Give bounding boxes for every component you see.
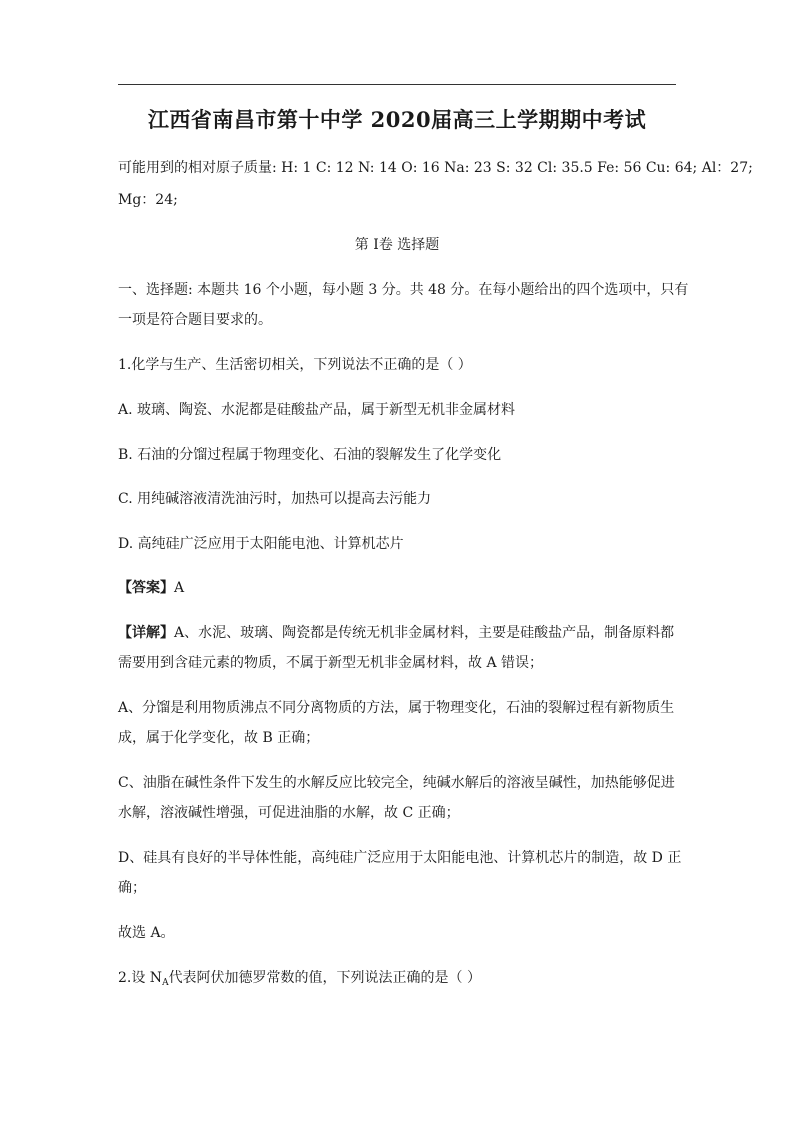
- answer-value: A: [174, 580, 185, 596]
- question-1-option-d: D. 高纯硅广泛应用于太阳能电池、计算机芯片: [118, 536, 404, 552]
- analysis-line-1: [118, 623, 678, 643]
- analysis-line-4: 成，属于化学变化，故 B 正确；: [118, 730, 320, 746]
- exam-title: 江西省南昌市第十中学 2020届高三上学期期中考试: [147, 107, 647, 132]
- atomic-mass-line-2: Mg：24;: [118, 192, 178, 208]
- analysis-line-2: 需要用到含硅元素的物质，不属于新型无机非金属材料，故 A 错误；: [118, 655, 544, 671]
- analysis-conclusion: 故选 A。: [118, 925, 175, 941]
- analysis-line-5: C、油脂在碱性条件下发生的水解反应比较完全，纯碱水解后的溶液呈碱性，加热能够促进: [118, 775, 675, 791]
- section-heading: 第 I卷 选择题: [354, 237, 440, 253]
- question-2-subscript: A: [162, 978, 169, 988]
- question-1-stem: 1.化学与生产、生活密切相关，下列说法不正确的是（ ）: [118, 357, 472, 373]
- question-1-answer: [118, 578, 678, 598]
- question-1-option-b: B. 石油的分馏过程属于物理变化、石油的裂解发生了化学变化: [118, 447, 502, 463]
- instructions-line-2: 一项是符合题目要求的。: [118, 312, 272, 328]
- analysis-text-1: A、水泥、玻璃、陶瓷都是传统无机非金属材料，主要是硅酸盐产品，制备原料都: [174, 625, 675, 641]
- question-2-prefix: 2.设 N: [118, 970, 163, 986]
- analysis-line-7: D、硅具有良好的半导体性能，高纯硅广泛应用于太阳能电池、计算机芯片的制造，故 D 正: [118, 850, 682, 866]
- analysis-line-3: A、分馏是利用物质沸点不同分离物质的方法，属于物理变化，石油的裂解过程有新物质生: [118, 700, 675, 716]
- atomic-mass-line-1: 可能用到的相对原子质量: H: 1 C: 12 N: 14 O: 16 Na: 23 S: 32 Cl: 35.5 Fe: 56 Cu: 64; Al：27;: [118, 160, 753, 176]
- analysis-line-6: 水解，溶液碱性增强，可促进油脂的水解，故 C 正确；: [118, 805, 460, 821]
- question-2-stem: [118, 968, 678, 993]
- question-2-suffix: 代表阿伏加德罗常数的值，下列说法正确的是（ ）: [168, 970, 482, 986]
- question-1-option-c: C. 用纯碱溶液清洗油污时，加热可以提高去污能力: [118, 491, 432, 507]
- instructions-line-1: 一、选择题: 本题共 16 个小题，每小题 3 分。共 48 分。在每小题给出的四个选项中，只有: [118, 282, 689, 298]
- answer-label: 【答案】: [118, 580, 174, 596]
- analysis-line-8: 确；: [118, 880, 146, 896]
- analysis-label: 【详解】: [118, 625, 174, 641]
- header-rule: [118, 84, 676, 85]
- question-1-option-a: A. 玻璃、陶瓷、水泥都是硅酸盐产品，属于新型无机非金属材料: [118, 402, 516, 418]
